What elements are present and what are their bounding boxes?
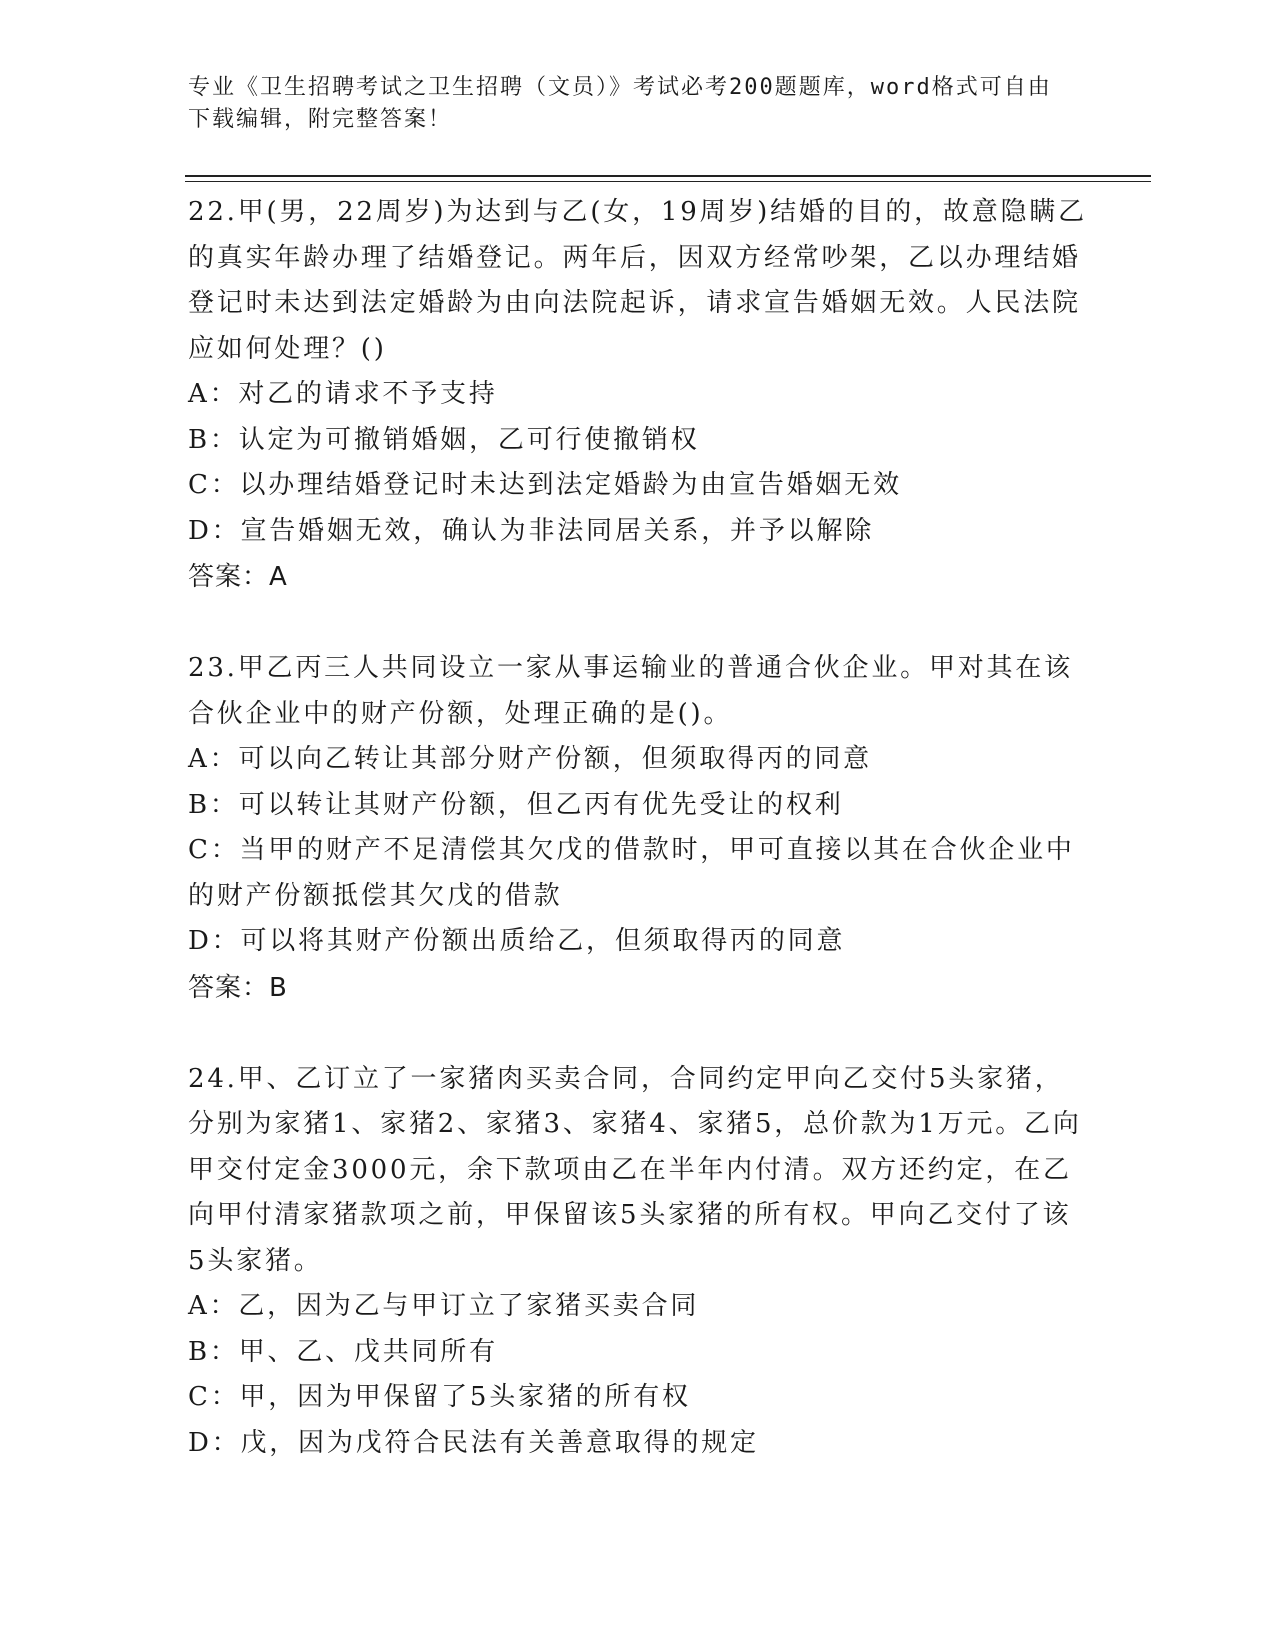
option-b: B：认定为可撤销婚姻，乙可行使撤销权 xyxy=(188,424,700,455)
option-d: D：戊，因为戊符合民法有关善意取得的规定 xyxy=(188,1427,759,1458)
option-c: C：当甲的财产不足清偿其欠戊的借款时，甲可直接以其在合伙企业中的财产份额抵偿其欠戊的借款 xyxy=(188,835,1075,911)
question-23 xyxy=(188,646,1088,1011)
option-c: C：以办理结婚登记时未达到法定婚龄为由宣告婚姻无效 xyxy=(188,470,902,500)
option-c: C：甲，因为甲保留了5头家猪的所有权 xyxy=(188,1382,691,1412)
question-24 xyxy=(188,1057,1088,1467)
answer-line: 答案：A xyxy=(188,562,288,592)
option-a: A：乙，因为乙与甲订立了家猪买卖合同 xyxy=(188,1291,700,1321)
option-b: B：甲、乙、戊共同所有 xyxy=(188,1336,498,1367)
option-b: B：可以转让其财产份额，但乙丙有优先受让的权利 xyxy=(188,789,844,820)
header-intro: 专业《卫生招聘考试之卫生招聘（文员）》考试必考200题题库，word格式可自由下载编辑，附完整答案！ xyxy=(188,75,1052,132)
option-d: D：可以将其财产份额出质给乙，但须取得丙的同意 xyxy=(188,926,846,956)
header-divider-thick xyxy=(185,175,1151,177)
option-a: A：对乙的请求不予支持 xyxy=(188,379,498,409)
question-stem: 23.甲乙丙三人共同设立一家从事运输业的普通合伙企业。甲对其在该合伙企业中的财产份额，处理正确的是()。 xyxy=(188,653,1073,729)
option-d: D：宣告婚姻无效，确认为非法同居关系，并予以解除 xyxy=(188,515,875,546)
question-stem: 22.甲(男，22周岁)为达到与乙(女，19周岁)结婚的目的，故意隐瞒乙的真实年龄办理了结婚登记。两年后，因双方经常吵架，乙以办理结婚登记时未达到法定婚龄为由向法院起诉，请求宣告婚姻无效。人民法院应如何处理？() xyxy=(188,197,1087,364)
question-list xyxy=(188,190,1088,1512)
header-divider-thin xyxy=(185,181,1151,182)
option-a: A：可以向乙转让其部分财产份额，但须取得丙的同意 xyxy=(188,744,872,774)
question-22 xyxy=(188,190,1088,600)
question-stem: 24.甲、乙订立了一家猪肉买卖合同，合同约定甲向乙交付5头家猪，分别为家猪1、家猪2、家猪3、家猪4、家猪5，总价款为1万元。乙向甲交付定金3000元，余下款项由乙在半年内付清。双方还约定，在乙向甲付清家猪款项之前，甲保留该5头家猪的所有权。甲向乙交付了该5头家猪。 xyxy=(188,1063,1082,1276)
answer-line: 答案：B xyxy=(188,972,288,1003)
